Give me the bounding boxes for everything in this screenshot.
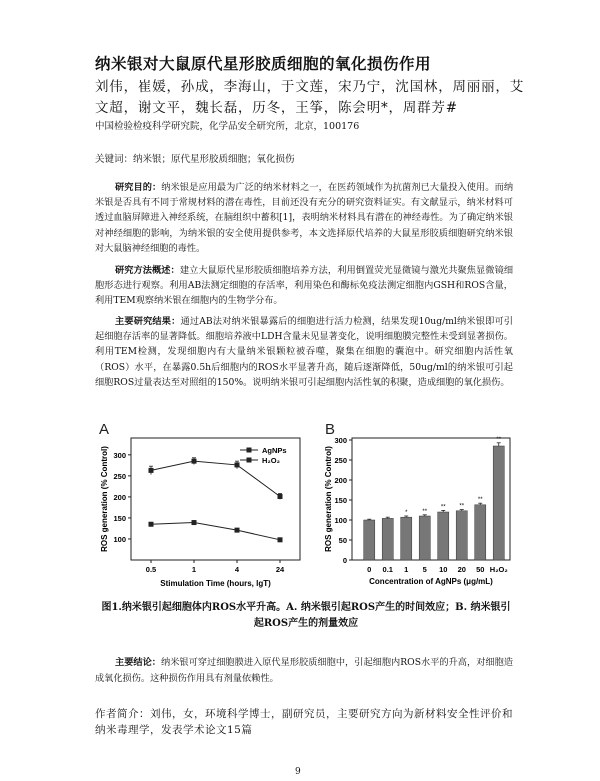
- affiliation: 中国检验检疫科学研究院，化学品安全研究所，北京，100176: [95, 121, 360, 132]
- data-point-h2o2: [192, 520, 197, 525]
- purpose-text: 纳米银是应用最为广泛的纳米材料之一，在医药领域作为抗菌剂已大量投入使用。而纳米银是否具有不同于常规材料的潜在毒性，目前还没有充分的研究资料证实。有文献显示，纳米材料可透过血脑屏障进入神经系统，在脑组织中蓄积[1]，表明纳米材料具有潜在的神经毒性。为了确定纳米银对神经细胞的影响，为纳米银的安全使用提供参考，本文选择原代培养的大鼠星形胶质细胞研究纳米银对大鼠脑神经细胞的毒性。: [95, 182, 514, 254]
- results-label: 主要研究结果：: [115, 316, 181, 327]
- keywords: 关键词：纳米银；原代星形胶质细胞；氧化损伤: [95, 154, 295, 165]
- x-tick-label-b: 20: [457, 565, 466, 574]
- y-tick-label-a: 100: [113, 534, 126, 544]
- chart-a: [99, 421, 300, 588]
- panel-label-a: A: [99, 421, 110, 438]
- y-tick-label-a: 150: [113, 513, 126, 523]
- x-tick-label-a: 1: [191, 565, 197, 574]
- bar-7: [493, 446, 504, 560]
- page-number: 9: [295, 767, 301, 777]
- x-tick-label-a: 24: [275, 565, 285, 574]
- y-tick-label-b: 0: [342, 556, 347, 565]
- data-point-h2o2: [235, 528, 240, 533]
- x-axis-label-b: Concentration of AgNPs (μg/mL): [369, 577, 493, 586]
- x-tick-label-a: 0.5: [145, 565, 157, 574]
- x-tick-label-b: 10: [439, 565, 448, 574]
- bar-5: [456, 511, 467, 560]
- plot-frame-b: [352, 438, 510, 560]
- y-axis-label-a: ROS generation (% Control): [100, 446, 109, 552]
- x-tick-label-b: 50: [476, 565, 485, 574]
- authors-line-2: 文超，谢文平，魏长磊，历冬，王筝，陈会明*，周群芳#: [95, 100, 458, 116]
- y-axis-label-b: ROS generation (% Control): [324, 446, 333, 552]
- author-bio: 作者简介：刘伟，女，环境科学博士，副研究员，主要研究方向为新材料安全性评价和纳米毒理学，发表学术论文15篇: [95, 708, 513, 736]
- x-tick-label-a: 4: [234, 565, 240, 574]
- series-line-h2o2: [151, 523, 280, 540]
- series-line-agnps: [151, 461, 280, 496]
- significance-mark: **: [440, 504, 446, 511]
- data-point-agnps: [278, 494, 283, 499]
- bar-2: [401, 517, 412, 560]
- legend-marker-a: [247, 448, 252, 453]
- authors-line-1: 刘伟，崔媛，孙成，李海山，于文莲，宋乃宁，沈国林，周丽丽，艾: [95, 79, 524, 95]
- y-tick-label-a: 200: [113, 492, 126, 502]
- significance-mark: **: [496, 436, 502, 443]
- bar-6: [475, 505, 486, 560]
- x-tick-label-b: 0.1: [382, 565, 393, 574]
- figure-1: [95, 420, 515, 596]
- methods-paragraph: [95, 263, 513, 309]
- results-paragraph: [95, 314, 513, 390]
- bar-0: [364, 520, 375, 560]
- significance-mark: **: [477, 497, 483, 504]
- conclusion-paragraph: [95, 655, 513, 687]
- y-tick-label-b: 200: [334, 476, 347, 485]
- conclusion-label: 主要结论：: [115, 657, 162, 668]
- methods-text: 建立大鼠原代星形胶质细胞培养方法，利用倒置荧光显微镜与激光共聚焦显微镜细胞形态进行观察。利用AB法测定细胞的存活率，利用染色和酶标免疫法测定细胞内GSH和ROS含量，利用TEM观察纳米银在细胞内的生物学分布。: [95, 265, 514, 307]
- bar-1: [382, 518, 393, 560]
- legend-marker-a: [247, 458, 252, 463]
- y-tick-label-b: 250: [334, 456, 347, 465]
- bar-4: [438, 512, 449, 560]
- paper-title: 纳米银对大鼠原代星形胶质细胞的氧化损伤作用: [95, 54, 432, 73]
- y-tick-label-b: 300: [334, 436, 347, 445]
- conclusion-text: 纳米银可穿过细胞膜进入原代星形胶质细胞中，引起细胞内ROS水平的升高，对细胞造成氧化损伤。这种损伤作用具有剂量依赖性。: [95, 657, 514, 684]
- figure-caption: 图1.纳米银引起细胞体内ROS水平升高。A. 纳米银引起ROS产生的时间效应；B. 纳米银引起ROS产生的剂量效应: [101, 602, 511, 629]
- bar-3: [419, 516, 430, 560]
- data-point-h2o2: [149, 522, 154, 527]
- significance-mark: **: [459, 503, 465, 510]
- x-axis-label-a: Stimulation Time (hours, lgT): [160, 579, 271, 588]
- x-tick-label-b: 1: [404, 565, 409, 574]
- x-tick-label-b: 5: [422, 565, 427, 574]
- purpose-paragraph: [95, 180, 513, 256]
- purpose-label: 研究目的：: [115, 182, 162, 193]
- x-tick-label-b: 0: [367, 565, 372, 574]
- data-point-agnps: [235, 462, 240, 467]
- legend-label-a: H₂O₂: [262, 456, 280, 465]
- methods-label: 研究方法概述：: [115, 265, 180, 276]
- x-tick-label-b: H₂O₂: [489, 565, 508, 574]
- y-tick-label-b: 50: [338, 536, 347, 545]
- chart-b: [324, 421, 510, 586]
- y-tick-label-b: 100: [334, 516, 347, 525]
- significance-mark: **: [422, 508, 428, 515]
- y-tick-label-a: 250: [113, 471, 126, 481]
- significance-mark: *: [405, 510, 408, 516]
- legend-label-a: AgNPs: [262, 446, 287, 455]
- y-tick-label-a: 300: [113, 450, 126, 460]
- results-text: 通过AB法对纳米银暴露后的细胞进行活力检测，结果发现10ug/ml纳米银即可引起细胞存活率的显著降低。细胞培养液中LDH含量未见显著变化，说明细胞膜完整性未受到显著损伤。利用TEM检测，发现细胞内有大量纳米银颗粒被吞噬，聚集在细胞的囊泡中。研究细胞内活性氧（ROS）水平，在暴露0.5h后细胞内的ROS水平显著升高，随后逐渐降低，50ug/ml的纳米银可引起细胞ROS过量表达至对照组的150%。说明纳米银可引起细胞内活性氧的积聚，造成细胞的氧化损伤。: [95, 316, 513, 388]
- panel-label-b: B: [325, 421, 336, 438]
- data-point-h2o2: [278, 537, 283, 542]
- data-point-agnps: [149, 468, 154, 473]
- y-tick-label-b: 150: [334, 496, 347, 505]
- data-point-agnps: [192, 459, 197, 464]
